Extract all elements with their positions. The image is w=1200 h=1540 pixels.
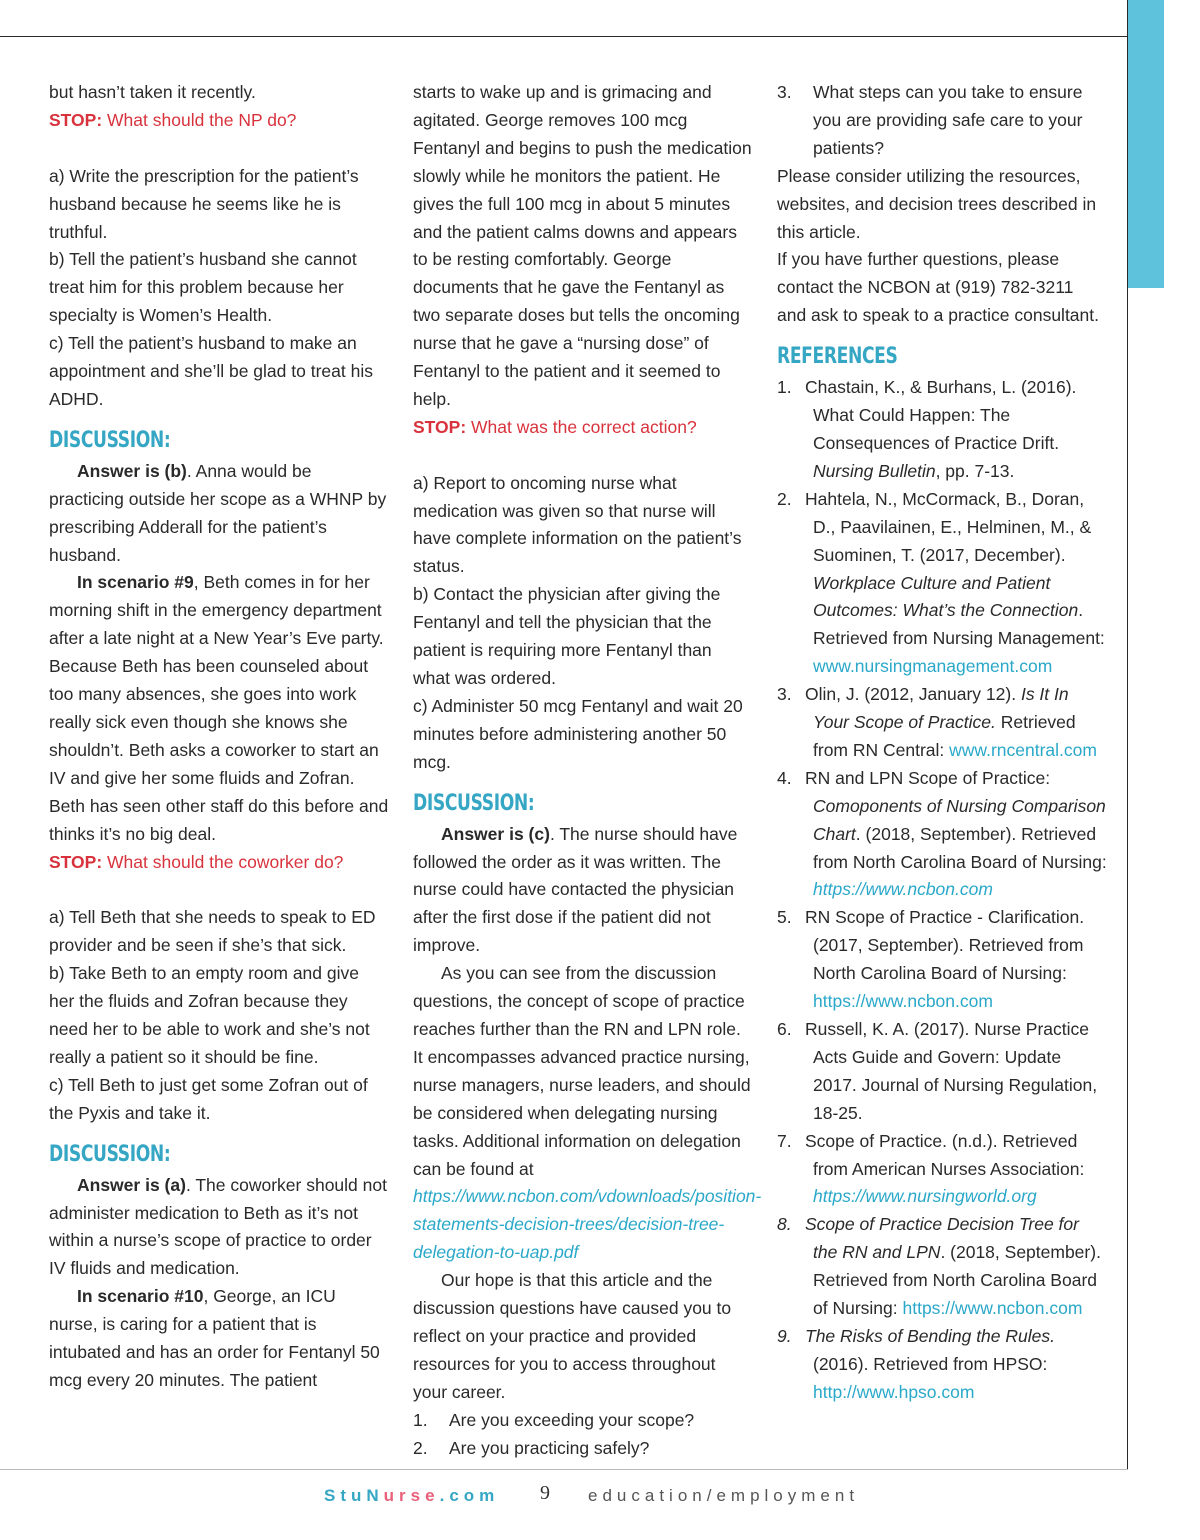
option-b: b) Take Beth to an empty room and give her the fluids and Zofran because they need her to be able to work and she’s not really a patient so it should be fine. <box>49 963 370 1067</box>
reference-text: RN Scope of Practice - Clarification. (2017, September). Retrieved from North Carolina Board of Nursing: https://www.ncbon.com <box>805 907 1085 1012</box>
reference-number: 6. <box>777 1019 792 1039</box>
reference-text: The Risks of Bending the Rules. (2016). Retrieved from HPSO: http://www.hpso.com <box>805 1325 1055 1402</box>
tagline: education/employment <box>588 1486 860 1505</box>
top-rule <box>0 36 1128 37</box>
references-list <box>777 374 1107 1407</box>
delegation-link[interactable]: https://www.ncbon.com/vdownloads/position-statements-decision-trees/decision-tree-delegation-to-uap.pdf <box>413 1186 762 1263</box>
stop-question-np: STOP: What should the NP do? <box>49 109 297 130</box>
reference-item <box>777 765 1107 905</box>
scenario-9: In scenario #9, Beth comes in for her morning shift in the emergency department after a late night at a New Year’s Eve party. Because Beth has been counseled about too many absences, she goes into work really sick even though she knows she shouldn’t. Beth asks a coworker to start an IV and give her some fluids and Zofran. Beth has seen other staff do this before and thinks it’s no big deal. <box>49 572 389 844</box>
reference-link[interactable]: https://www.ncbon.com <box>813 879 993 900</box>
reference-item <box>777 1323 1107 1407</box>
paragraph: starts to wake up and is grimacing and agitated. George removes 100 mcg Fentanyl and begins to push the medication slowly while he monitors the patient. He gives the full 100 mcg in about 5 minutes and the patient calms downs and appears to be resting comfortably. George documents that he gave the Fentanyl as two separate doses but tells the oncoming nurse that he gave a “nursing dose” of Fentanyl to the patient and it seemed to help. <box>413 82 752 409</box>
paragraph: As you can see from the discussion questions, the concept of scope of practice reaches further than the RN and LPN role. It encompasses advanced practice nursing, nurse managers, nurse leaders, and should be considered when delegating nursing tasks. Additional information on delegation can be found at https://www.ncbon.com/vdownloads/position-statements-decision-trees/decision-tree-delegation-to-uap.pdf <box>413 963 762 1263</box>
option-a: a) Tell Beth that she needs to speak to ED provider and be seen if she’s that sick. <box>49 907 376 956</box>
reference-number: 8. <box>777 1214 792 1235</box>
reference-link[interactable]: www.nursingmanagement.com <box>813 656 1053 677</box>
question-3: 3. What steps can you take to ensure you are providing safe care to your patients? <box>777 82 1083 158</box>
scenario-10: In scenario #10, George, an ICU nurse, is caring for a patient that is intubated and has an order for Fentanyl 50 mcg every 20 minutes. The patient <box>49 1286 380 1390</box>
reference-text: Scope of Practice. (n.d.). Retrieved from American Nurses Association: https://www.nursingworld.org <box>805 1130 1085 1207</box>
reference-item <box>777 904 1107 1016</box>
paragraph: Please consider utilizing the resources, websites, and decision trees described in this article. <box>777 165 1097 242</box>
discussion-heading: DISCUSSION: <box>49 427 171 453</box>
page-number: 9 <box>540 1482 550 1504</box>
stop-question-coworker: STOP: What should the coworker do? <box>49 851 344 872</box>
column-1 <box>49 79 389 1395</box>
reference-number: 1. <box>777 377 792 398</box>
reference-item <box>777 1128 1107 1212</box>
reference-text: Russell, K. A. (2017). Nurse Practice Acts Guide and Govern: Update 2017. Journal of Nursing Regulation, 18-25. <box>805 1019 1098 1123</box>
discussion-answer: Answer is (c). The nurse should have followed the order as it was written. The nurse could have contacted the physician after the first dose if the patient did not improve. <box>413 823 738 956</box>
discussion-heading: DISCUSSION: <box>413 790 535 816</box>
reference-item <box>777 486 1107 681</box>
reference-number: 9. <box>777 1325 792 1346</box>
option-a: a) Write the prescription for the patient’s husband because he seems like he is truthful. <box>49 165 359 242</box>
reference-link[interactable]: www.rncentral.com <box>949 739 1097 760</box>
discussion-answer: Answer is (b). Anna would be practicing outside her scope as a WHNP by prescribing Adderall for the patient’s husband. <box>49 460 387 565</box>
brand-name: StuNurse.com <box>324 1486 500 1505</box>
paragraph: Our hope is that this article and the discussion questions have caused you to reflect on your practice and provided resources for you to access throughout your career. <box>413 1270 732 1402</box>
stop-question-action: STOP: What was the correct action? <box>413 416 697 437</box>
reference-item <box>777 1211 1107 1323</box>
side-color-tab <box>1128 0 1164 288</box>
reference-item <box>777 374 1107 486</box>
question-2: 2. Are you practicing safely? <box>413 1437 650 1458</box>
reference-item <box>777 1016 1107 1128</box>
reference-number: 7. <box>777 1130 792 1151</box>
reference-text: Olin, J. (2012, January 12). Is It In Your Scope of Practice. Retrieved from RN Central: www.rncentral.com <box>805 684 1097 760</box>
reference-text: Scope of Practice Decision Tree for the RN and LPN. (2018, September). Retrieved from North Carolina Board of Nursing: https://www.ncbon.com <box>805 1214 1101 1319</box>
option-a: a) Report to oncoming nurse what medication was given so that nurse will have complete information on the patient’s status. <box>413 472 742 577</box>
option-c: c) Administer 50 mcg Fentanyl and wait 20 minutes before administering another 50 mcg. <box>413 695 743 772</box>
reference-text: Chastain, K., & Burhans, L. (2016). What Could Happen: The Consequences of Practice Drift. Nursing Bulletin, pp. 7-13. <box>805 377 1077 481</box>
reference-number: 5. <box>777 907 792 928</box>
reference-link[interactable]: http://www.hpso.com <box>813 1381 975 1402</box>
paragraph: If you have further questions, please contact the NCBON at (919) 782-3211 and ask to speak to a practice consultant. <box>777 249 1099 326</box>
reference-link[interactable]: https://www.nursingworld.org <box>813 1186 1037 1207</box>
reference-text: Hahtela, N., McCormack, B., Doran, D., Paavilainen, E., Helminen, M., & Suominen, T. (2017, December). Workplace Culture and Patient Outcomes: What’s the Connection. Retrieved from Nursing Management: www.nursingmanagement.com <box>805 488 1105 677</box>
discussion-heading: DISCUSSION: <box>49 1141 171 1167</box>
option-c: c) Tell the patient’s husband to make an appointment and she’ll be glad to treat his ADHD. <box>49 333 373 409</box>
reference-number: 2. <box>777 488 792 509</box>
reference-link[interactable]: https://www.ncbon.com <box>813 991 993 1012</box>
reference-text: RN and LPN Scope of Practice: Comoponents of Nursing Comparison Chart. (2018, September). Retrieved from North Carolina Board of Nursing: https://www.ncbon.com <box>805 767 1107 900</box>
reference-item <box>777 681 1107 765</box>
discussion-answer: Answer is (a). The coworker should not administer medication to Beth as it’s not within a nurse’s scope of practice to order IV fluids and medication. <box>49 1174 387 1279</box>
option-b: b) Tell the patient’s husband she cannot treat him for this problem because her specialty is Women’s Health. <box>49 249 357 326</box>
reference-number: 4. <box>777 767 792 788</box>
column-2 <box>413 79 762 1462</box>
reference-number: 3. <box>777 684 792 705</box>
references-heading: REFERENCES <box>777 344 898 370</box>
paragraph: but hasn’t taken it recently. <box>49 82 256 102</box>
column-3 <box>777 79 1107 1407</box>
footer-rule <box>0 1469 1128 1470</box>
option-b: b) Contact the physician after giving the Fentanyl and tell the physician that the patient is requiring more Fentanyl than what was ordered. <box>413 584 721 689</box>
reference-link[interactable]: https://www.ncbon.com <box>902 1298 1083 1319</box>
option-c: c) Tell Beth to just get some Zofran out of the Pyxis and take it. <box>49 1074 368 1123</box>
question-1: 1. Are you exceeding your scope? <box>413 1409 695 1430</box>
